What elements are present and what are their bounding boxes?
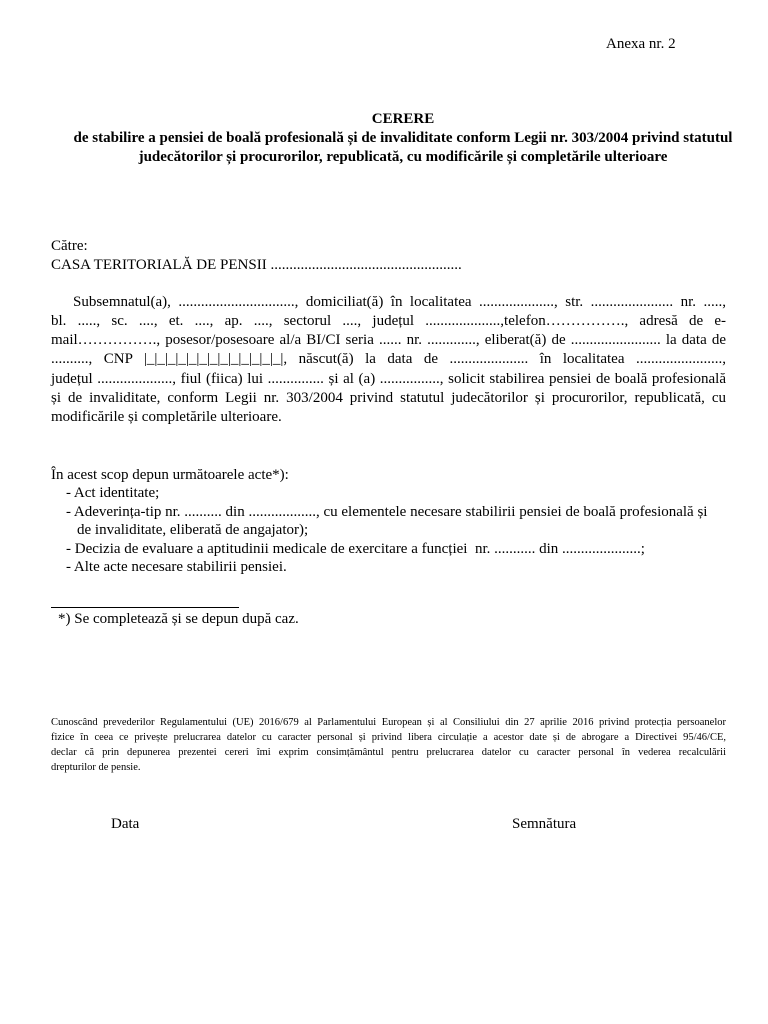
request-line: bl. ....., sc. ...., et. ...., ap. ...., sectorul ...., județul ....................,telefon……………., adresă de e-: [51, 312, 726, 329]
title-line: judecătorilor și procurorilor, republicată, cu modificările și completările ulterioare: [138, 148, 668, 165]
signature-label: Semnătura: [512, 815, 577, 832]
footnote-divider: [51, 607, 239, 608]
addressee-institution: CASA TERITORIALĂ DE PENSII ...................................................: [51, 256, 462, 273]
request-line: Subsemnatul(a), ..............................., domiciliat(ă) în localitatea ...................., str. ...................... nr. .....,: [73, 293, 726, 310]
title-line: de stabilire a pensiei de boală profesională și de invaliditate conform Legii nr. 303/2004 privind statutul: [73, 129, 733, 146]
attached-documents-list: [51, 466, 707, 577]
list-item: - Decizia de evaluare a aptitudinii medicale de exercitare a funcției nr. ........... din .....................;: [66, 540, 645, 557]
request-line: modificările și completările ulterioare.: [51, 409, 282, 426]
documents-intro: În acest scop depun următoarele acte*):: [51, 466, 289, 483]
addressee-label: Către:: [51, 237, 88, 254]
request-line: și de invaliditate, conform Legii nr. 303/2004 privind statutul judecătorilor și procurorilor, republicată, cu: [51, 389, 726, 406]
gdpr-consent-paragraph: [51, 715, 726, 775]
footnote: *) Se completează și se depun după caz.: [58, 610, 299, 627]
consent-line: Cunoscând prevederilor Regulamentului (UE) 2016/679 al Parlamentului European și al Consiliului din 27 aprilie 2016 privind protecția persoanelor: [51, 716, 726, 728]
consent-line: declar că prin depunerea prezentei cereri îmi exprim consimțământul pentru prelucrarea datelor cu caracter personal în vederea recalculării: [51, 746, 726, 758]
request-line: mail……………., posesor/posesoare al/a BI/CI seria ...... nr. ............., eliberat(ă) de ........................ la data de: [51, 332, 726, 349]
list-item: - Alte acte necesare stabilirii pensiei.: [66, 559, 287, 575]
title-heading: CERERE: [371, 110, 435, 127]
date-label: Data: [111, 815, 140, 832]
list-item: - Act identitate;: [66, 485, 160, 501]
request-line: .........., CNP |_|_|_|_|_|_|_|_|_|_|_|_|_|, născut(ă) la data de ..................... în localitatea .......................,: [51, 351, 726, 368]
consent-line: fizice în ceea ce privește prelucrarea datelor cu caracter personal și privind libera circulație a acestor date și de abrogare a Directivei 95/46/CE,: [51, 731, 726, 743]
request-line: județul ...................., fiul (fiica) lui ............... și al (a) ................, solicit stabilirea pensiei de boală profesională: [51, 370, 726, 387]
list-item-continuation: de invaliditate, eliberată de angajator);: [77, 522, 309, 538]
annex-number: Anexa nr. 2: [606, 36, 676, 52]
consent-line: drepturilor de pensie.: [51, 761, 141, 773]
request-paragraph: [51, 293, 726, 428]
document-title: [38, 110, 768, 167]
list-item: - Adeverința-tip nr. .......... din .................., cu elementele necesare stabilirii pensiei de boală profesională și: [66, 503, 708, 520]
